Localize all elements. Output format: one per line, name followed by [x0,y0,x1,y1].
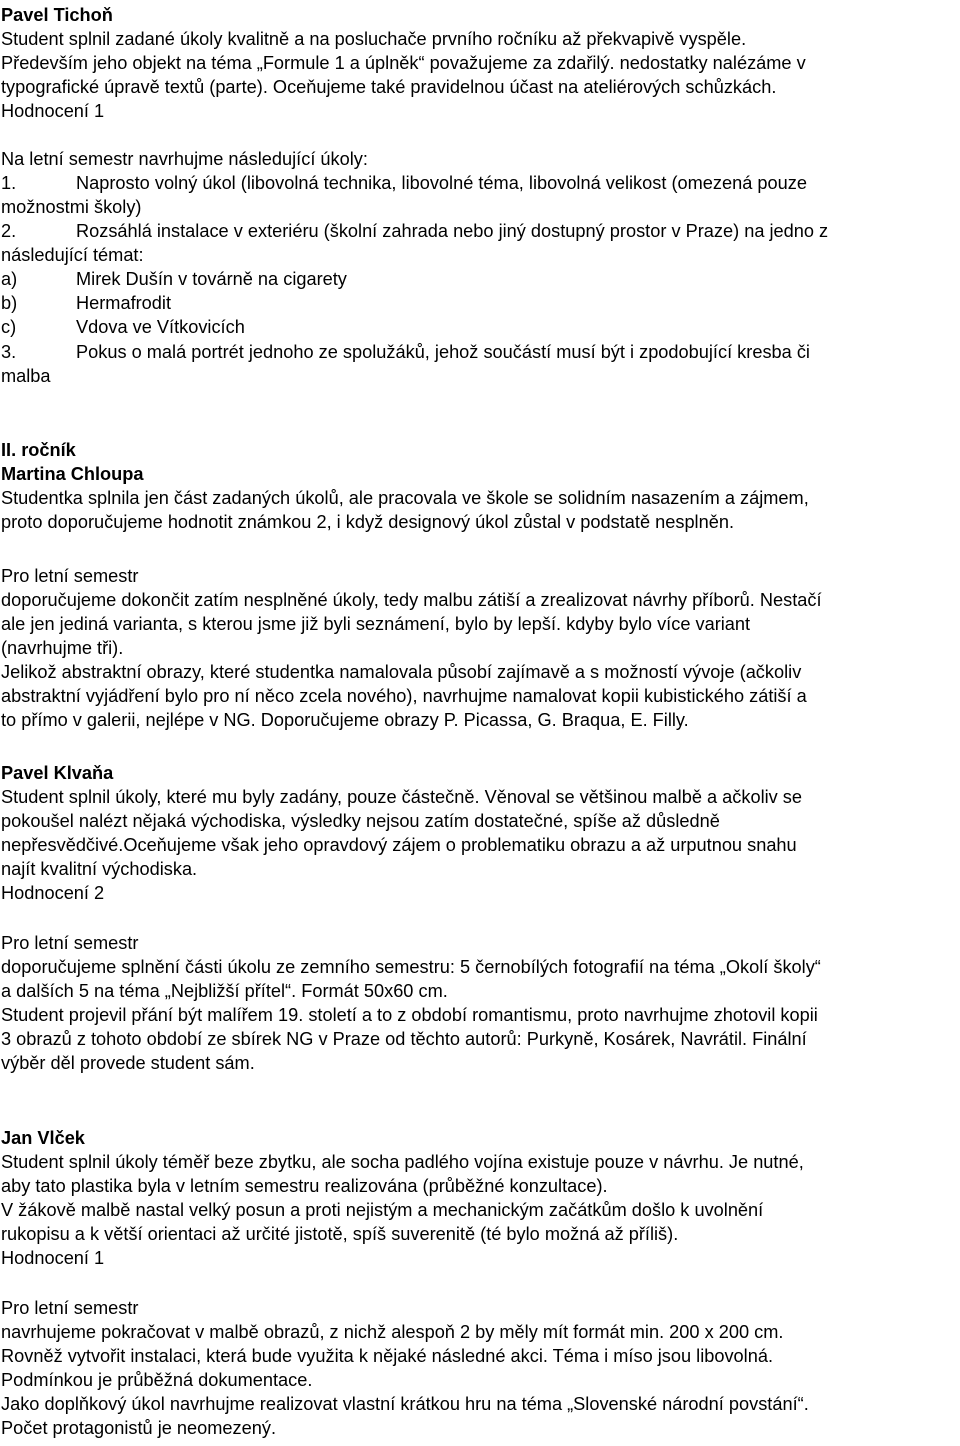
semester-line: Podmínkou je průběžná dokumentace. [1,1370,313,1390]
rating: Hodnocení 1 [1,101,105,121]
semester-line: Jako doplňkový úkol navrhujme realizovat vlastní krátkou hru na téma „Slovenské národní povstání“. [1,1394,809,1414]
section-heading: II. ročník [1,440,76,460]
option-text: Hermafrodit [76,293,172,313]
option-text: Mirek Dušín v továrně na cigarety [76,269,347,289]
option-item [1,267,347,291]
rating: Hodnocení 2 [1,883,105,903]
task-item [1,340,810,364]
task-number: 1. [1,173,17,193]
evaluation-line: nepřesvědčivé.Oceňujeme však jeho opravdový zájem o problematiku obrazu a až urputnou snahu [1,835,797,855]
task-continuation: možnostmi školy) [1,197,142,217]
task-continuation: malba [1,366,51,386]
semester-label: Pro letní semestr [1,1298,139,1318]
evaluation-line: aby tato plastika byla v letním semestru realizována (průběžné konzultace). [1,1176,608,1196]
semester-line: to přímo v galerii, nejlépe v NG. Doporučujeme obrazy P. Picassa, G. Braqua, E. Filly. [1,710,689,730]
task-number: 2. [1,221,17,241]
option-text: Vdova ve Vítkovicích [76,317,245,337]
semester-line: ale jen jediná varianta, s kterou jsme již byli seznámení, bylo by lepší. kdyby bylo více variant [1,614,751,634]
evaluation-line: najít kvalitní východiska. [1,859,198,879]
evaluation-line: V žákově malbě nastal velký posun a proti nejistým a mechanickým začátkům došlo k uvolnění [1,1200,764,1220]
student-name: Pavel Tichoň [1,5,113,25]
evaluation-line: proto doporučujeme hodnotit známkou 2, i když designový úkol zůstal v podstatě nesplněn. [1,512,734,532]
task-continuation: následující témat: [1,245,144,265]
option-letter: a) [1,269,18,289]
task-item [1,171,807,195]
student-name: Pavel Klvaňa [1,763,114,783]
semester-line: abstraktní vyjádření bylo pro ní něco zcela nového), navrhujme namalovat kopii kubistického zátiší a [1,686,807,706]
task-text: Rozsáhlá instalace v exteriéru (školní zahrada nebo jiný dostupný prostor v Praze) na jedno z [76,221,829,241]
semester-line: (navrhujme tři). [1,638,124,658]
tasks-intro: Na letní semestr navrhujme následující úkoly: [1,149,368,169]
semester-line: výběr děl provede student sám. [1,1053,255,1073]
option-item [1,315,245,339]
evaluation-line: pokoušel nalézt nějaká východiska, výsledky nejsou zatím dostatečné, spíše až důsledně [1,811,720,831]
option-letter: b) [1,293,18,313]
evaluation-line: Student splnil zadané úkoly kvalitně a na posluchače prvního ročníku až překvapivě vyspěle. [1,29,747,49]
semester-line: navrhujeme pokračovat v malbě obrazů, z nichž alespoň 2 by měly mít formát min. 200 x 200 cm. [1,1322,784,1342]
task-text: Naprosto volný úkol (libovolná technika, libovolné téma, libovolná velikost (omezená pouze [76,173,807,193]
task-number: 3. [1,342,17,362]
semester-line: doporučujeme splnění části úkolu ze zemního semestru: 5 černobílých fotografií na téma „Okolí školy“ [1,957,821,977]
semester-line: a dalších 5 na téma „Nejbližší přítel“. Formát 50x60 cm. [1,981,448,1001]
evaluation-line: Student splnil úkoly téměř beze zbytku, ale socha padlého vojína existuje pouze v návrhu. Je nutné, [1,1152,804,1172]
evaluation-line: Student splnil úkoly, které mu byly zadány, pouze částečně. Věnoval se většinou malbě a ačkoliv se [1,787,803,807]
semester-label: Pro letní semestr [1,566,139,586]
evaluation-line: rukopisu a k větší orientaci až určité jistotě, spíš suverenitě (té bylo možná až příliš). [1,1224,679,1244]
semester-line: Jelikož abstraktní obrazy, které studentka namalovala působí zajímavě a s možností vývoje (ačkoliv [1,662,802,682]
task-text: Pokus o malá portrét jednoho ze spolužáků, jehož součástí musí být i zpodobující kresba či [76,342,810,362]
evaluation-line: Především jeho objekt na téma „Formule 1 a úplněk“ považujeme za zdařilý. nedostatky nalézáme v [1,53,806,73]
student-name: Jan Vlček [1,1128,85,1148]
option-letter: c) [1,317,17,337]
evaluation-line: Studentka splnila jen část zadaných úkolů, ale pracovala ve škole se solidním nasazením a zájmem, [1,488,809,508]
semester-line: Student projevil přání být malířem 19. století a to z období romantismu, proto navrhujme zhotovil kopii [1,1005,818,1025]
semester-label: Pro letní semestr [1,933,139,953]
rating: Hodnocení 1 [1,1248,105,1268]
semester-line: Počet protagonistů je neomezený. [1,1418,277,1438]
evaluation-line: typografické úpravě textů (parte). Oceňujeme také pravidelnou účast na ateliérových schůzkách. [1,77,777,97]
task-item [1,219,828,243]
semester-line: Rovněž vytvořit instalaci, která bude využita k nějaké následné akci. Téma i míso jsou libovolná. [1,1346,774,1366]
semester-line: doporučujeme dokončit zatím nesplněné úkoly, tedy malbu zátiší a zrealizovat návrhy příborů. Nestačí [1,590,822,610]
student-name: Martina Chloupa [1,464,144,484]
semester-line: 3 obrazů z tohoto období ze sbírek NG v Praze od těchto autorů: Purkyně, Kosárek, Navrátil. Finální [1,1029,807,1049]
option-item [1,291,171,315]
